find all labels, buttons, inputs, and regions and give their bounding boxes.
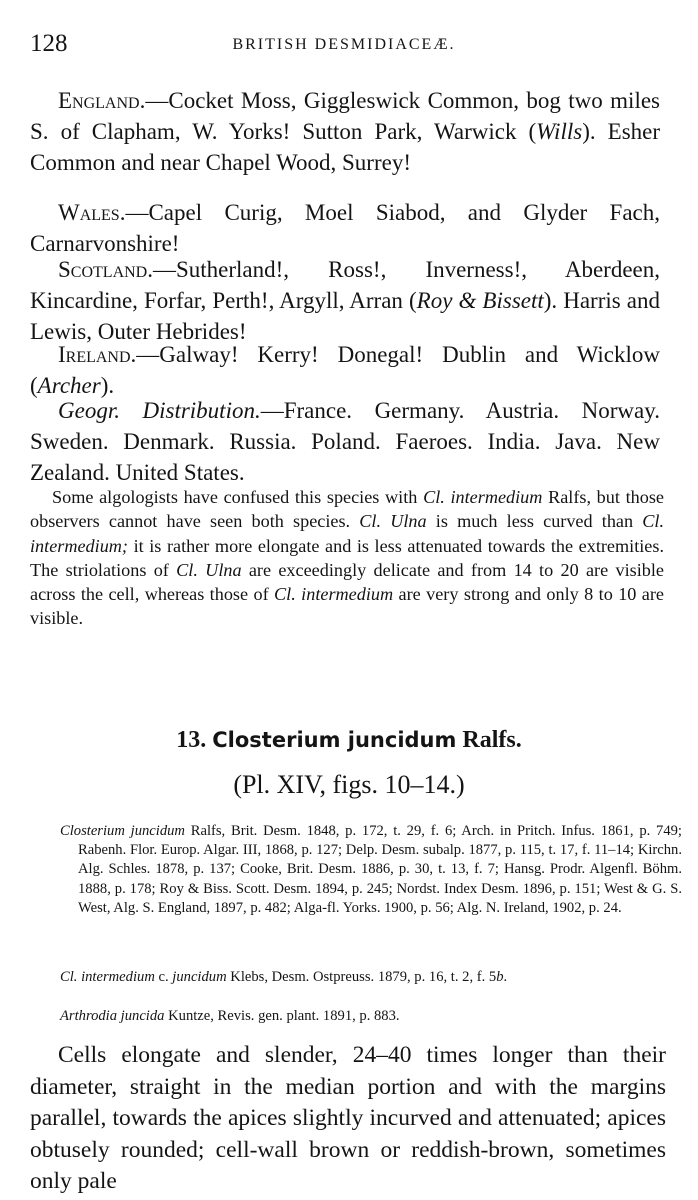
species-description: Cells elongate and slender, 24–40 times longer than their diameter, straight in the median portion and with the margins parallel, towards the apices slightly incurved and attenuated; apices obtusely rounded; cell-wall brown or reddish-brown, sometimes only pale	[30, 1042, 666, 1194]
distribution-geographical: Geogr. Distribution.—France. Germany. Austria. Norway. Sweden. Denmark. Russia. Poland. Faeroes. India. Java. New Zealand. United States.	[30, 398, 660, 485]
species-number: 13.	[176, 727, 207, 753]
region-label: England.	[58, 88, 146, 113]
page-header	[30, 30, 658, 64]
plate-reference: (Pl. XIV, figs. 10–14.)	[233, 770, 465, 799]
synonym-entry: Cl. intermedium c. juncidum Klebs, Desm. Ostpreuss. 1879, p. 16, t. 2, f. 5b.	[60, 969, 508, 985]
species-author: Ralfs.	[462, 727, 522, 753]
region-label: Geogr. Distribution.	[58, 398, 261, 423]
region-label: Scotland.	[58, 257, 153, 282]
running-title: BRITISH DESMIDIACEÆ.	[232, 36, 456, 53]
distribution-ireland: Ireland.—Galway! Kerry! Donegal! Dublin and Wicklow (Archer).	[30, 342, 660, 398]
authority: Archer	[37, 372, 101, 398]
authority: Wills	[536, 118, 583, 144]
synonym-entry: Closterium juncidum Ralfs, Brit. Desm. 1848, p. 172, t. 29, f. 6; Arch. in Pritch. Infus. 1861, p. 749; Rabenh. Flor. Europ. Algar. III, 1868, p. 127; Delp. Desm. subalp. 1877, p. 115, t. 17, f. 11–14; Kirchn. Alg. Schles. 1878, p. 137; Cooke, Brit. Desm. 1886, p. 30, t. 13, f. 7; Hansg. Prodr. Algenfl. Böhm. 1888, p. 178; Roy & Biss. Scott. Desm. 1894, p. 245; Nordst. Index Desm. 1896, p. 151; West & G. S. West, Alg. S. England, 1897, p. 482; Alga-fl. Yorks. 1900, p. 56; Alg. N. Ireland, 1902, p. 24.	[60, 823, 682, 916]
distribution-wales: Wales.—Capel Curig, Moel Siabod, and Glyder Fach, Carnarvonshire!	[30, 200, 660, 256]
page-number: 128	[30, 30, 68, 57]
region-label: Wales.	[58, 200, 126, 225]
species-name: Closterium juncidum	[212, 728, 457, 752]
species-heading	[0, 727, 698, 754]
authority: Roy & Bissett	[416, 287, 544, 313]
region-label: Ireland.	[58, 342, 137, 367]
distribution-england: England.—Cocket Moss, Giggleswick Common, bog two miles S. of Clapham, W. Yorks! Sutton Park, Warwick (Wills). Esher Common and near Chapel Wood, Surrey!	[30, 88, 661, 175]
taxonomic-remark: Some algologists have confused this species with Cl. intermedium Ralfs, but those observers cannot have seen both species. Cl. Ulna is much less curved than Cl. intermedium; it is rather more elongate and is less attenuated towards the extremities. The striolations of Cl. Ulna are exceedingly delicate and from 14 to 20 are visible across the cell, whereas those of Cl. intermedium are very strong and only 8 to 10 are visible.	[30, 487, 665, 629]
distribution-scotland: Scotland.—Sutherland!, Ross!, Inverness!, Aberdeen, Kincardine, Forfar, Perth!, Argyll, Arran (Roy & Bissett). Harris and Lewis, Outer Hebrides!	[30, 257, 660, 344]
synonym-entry: Arthrodia juncida Kuntze, Revis. gen. plant. 1891, p. 883.	[60, 1008, 400, 1024]
